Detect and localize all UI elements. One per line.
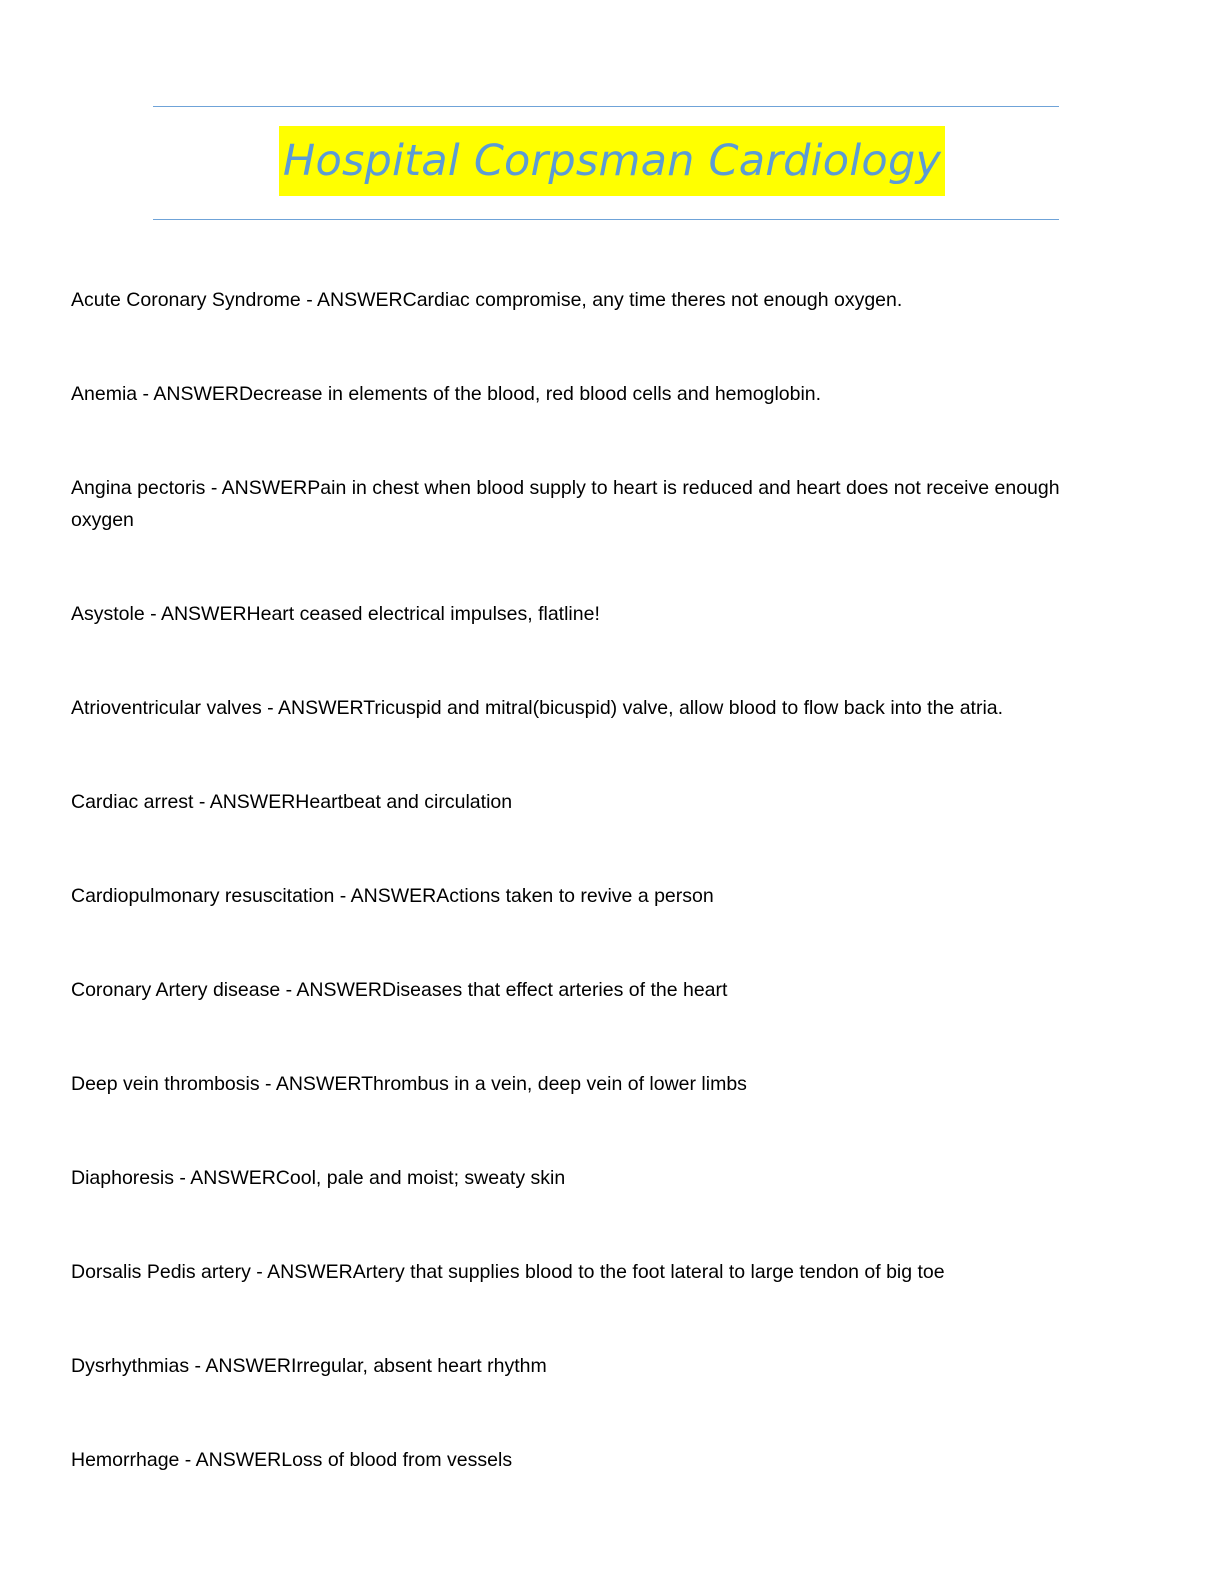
- title-top-rule: [153, 106, 1059, 107]
- flashcard-entry: Acute Coronary Syndrome - ANSWERCardiac compromise, any time theres not enough oxygen.: [71, 289, 903, 311]
- flashcard-entry: Atrioventricular valves - ANSWERTricuspid and mitral(bicuspid) valve, allow blood to flow back into the atria.: [71, 696, 1004, 719]
- flashcard-entry: Dysrhythmias - ANSWERIrregular, absent heart rhythm: [71, 1354, 547, 1377]
- flashcard-entry: Asystole - ANSWERHeart ceased electrical impulses, flatline!: [71, 602, 600, 625]
- flashcard-entry: Cardiopulmonary resuscitation - ANSWERActions taken to revive a person: [71, 884, 714, 907]
- title-bottom-rule: [153, 219, 1059, 220]
- flashcard-entry: Angina pectoris - ANSWERPain in chest when blood supply to heart is reduced and heart does not receive enough oxygen: [71, 477, 1060, 531]
- flashcard-entry: Coronary Artery disease - ANSWERDiseases that effect arteries of the heart: [71, 978, 728, 1001]
- flashcard-list: [71, 285, 1151, 1539]
- flashcard-entry: Cardiac arrest - ANSWERHeartbeat and circulation: [71, 790, 513, 813]
- flashcard-entry: Anemia - ANSWERDecrease in elements of the blood, red blood cells and hemoglobin.: [71, 383, 822, 405]
- page-title: Hospital Corpsman Cardiology: [279, 126, 945, 196]
- title-area: [0, 126, 1224, 196]
- flashcard-entry: Deep vein thrombosis - ANSWERThrombus in a vein, deep vein of lower limbs: [71, 1072, 747, 1095]
- flashcard-entry: Hemorrhage - ANSWERLoss of blood from vessels: [71, 1448, 513, 1471]
- flashcard-entry: Diaphoresis - ANSWERCool, pale and moist; sweaty skin: [71, 1166, 566, 1189]
- flashcard-entry: Dorsalis Pedis artery - ANSWERArtery that supplies blood to the foot lateral to large tendon of big toe: [71, 1260, 945, 1283]
